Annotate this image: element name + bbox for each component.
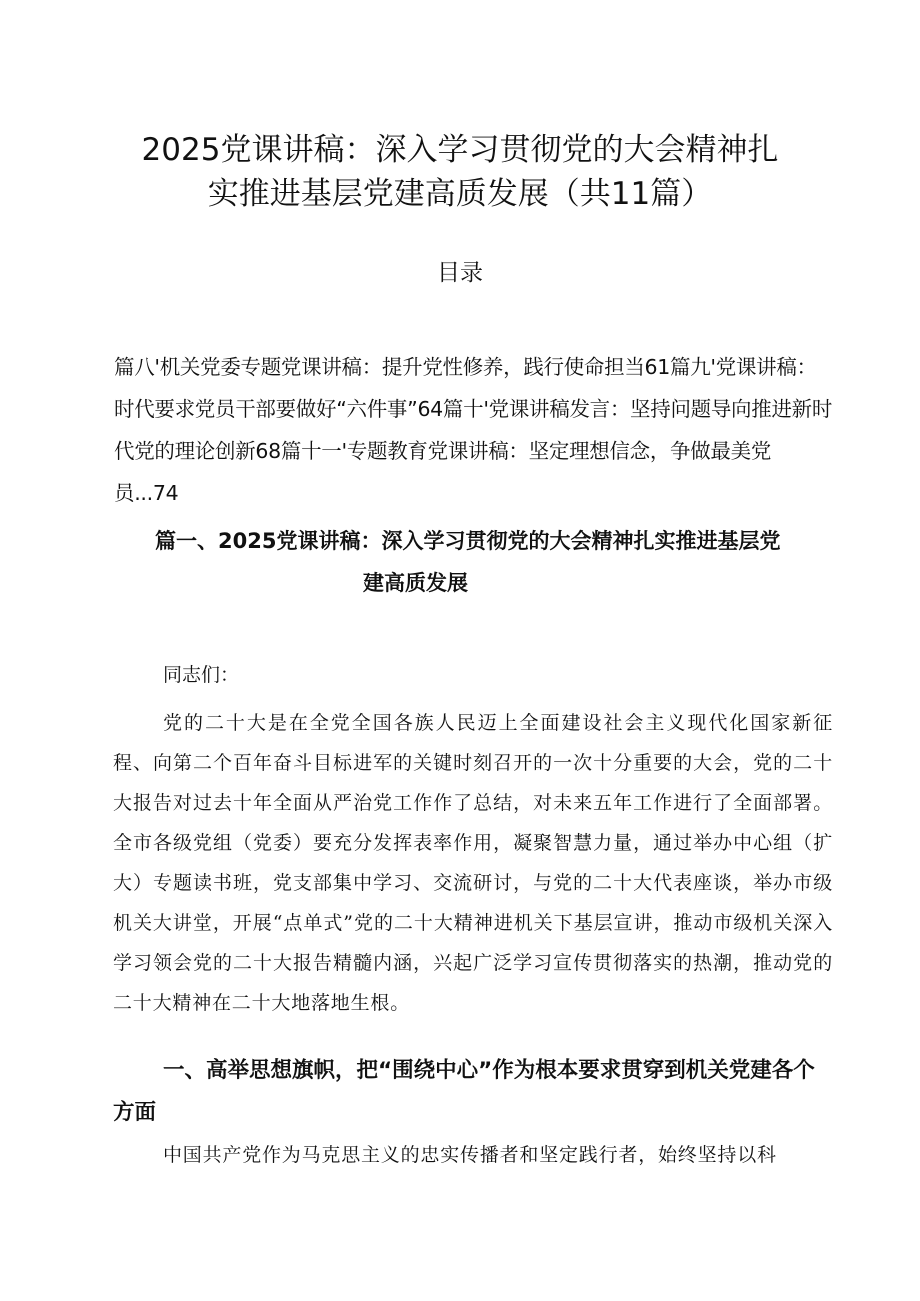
document-title-line-1: 2025党课讲稿：深入学习贯彻党的大会精神扎 [141, 132, 779, 168]
toc-heading: 目录 [437, 260, 483, 286]
section-title [155, 520, 845, 604]
section-title-line-2: 建高质发展 [363, 571, 468, 595]
document-title-line-2: 实推进基层党建高质发展（共11篇） [207, 176, 713, 212]
heading-1: 一、高举思想旗帜，把“围绕中心”作为根本要求贯穿到机关党建各个方面 [113, 1058, 815, 1125]
greeting: 同志们： [163, 664, 240, 686]
section-title-line-1: 篇一、2025党课讲稿：深入学习贯彻党的大会精神扎实推进基层党 [155, 529, 781, 553]
toc-body: 篇八'机关党委专题党课讲稿：提升党性修养，践行使命担当61篇九'党课讲稿：时代要求党员干部要做好“六件事”64篇十'党课讲稿发言：坚持问题导向推进新时代党的理论创新68篇十一'专题教育党课讲稿：坚定理想信念，争做最美党员...74 [114, 355, 833, 505]
paragraph-1: 党的二十大是在全党全国各族人民迈上全面建设社会主义现代化国家新征程、向第二个百年奋斗目标进军的关键时刻召开的一次十分重要的大会，党的二十大报告对过去十年全面从严治党工作作了总结，对未来五年工作进行了全面部署。全市各级党组（党委）要充分发挥表率作用，凝聚智慧力量，通过举办中心组（扩大）专题读书班，党支部集中学习、交流研讨，与党的二十大代表座谈，举办市级机关大讲堂，开展“点单式”党的二十大精神进机关下基层宣讲，推动市级机关深入学习领会党的二十大报告精髓内涵，兴起广泛学习宣传贯彻落实的热潮，推动党的二十大精神在二十大地落地生根。 [113, 712, 833, 1014]
paragraph-2: 中国共产党作为马克思主义的忠实传播者和坚定践行者，始终坚持以科 [163, 1144, 777, 1166]
